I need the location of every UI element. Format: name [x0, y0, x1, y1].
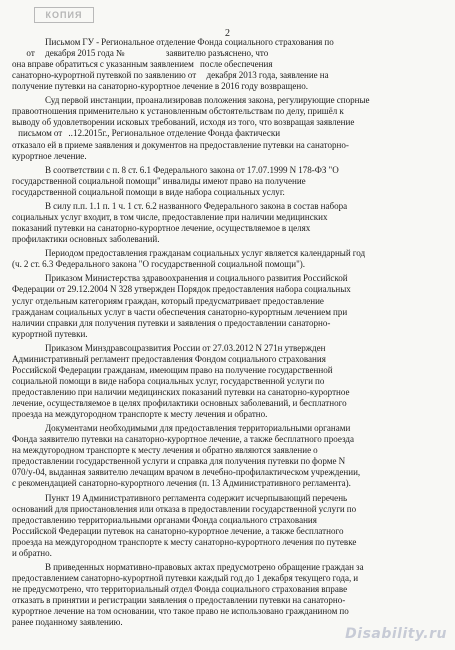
text-line: санаторно-курортной путевкой по заявлению от декабря 2013 года, заявление на — [12, 70, 329, 81]
text-line: предоставлению при наличии медицинских показаний путевки на санаторно-курортное — [12, 386, 350, 397]
text-line: оснований для приостановления или отказа в предоставлении государственной услуги по — [12, 503, 357, 514]
paragraph — [12, 562, 442, 628]
text-line: не предусмотрено, что территориальный отдел Фонда социального страхования вправе — [12, 584, 348, 595]
text-line: Приказом Министерства здравоохранения и социального развития Российской — [45, 273, 348, 284]
text-line: лечение, осуществляемое в целях профилактики основных заболеваний, и бесплатного — [12, 398, 347, 409]
document-body — [12, 37, 442, 631]
text-line: она вправе обратиться с указанным заявлением после обеспечения — [12, 59, 273, 70]
paragraph — [12, 493, 442, 559]
text-line: предоставлению территориальными органами Фонда социального страхования — [12, 514, 317, 525]
text-line: с рекомендацией санаторно-курортного лечения (п. 13 Административного регламента). — [12, 478, 351, 489]
text-line: показаний путевки на санаторно-курортное лечение, осуществляемое в целях — [12, 223, 311, 234]
text-line: Фонда заявителю путевки на санаторно-курортное лечение, а также бесплатного проезда — [12, 434, 355, 445]
text-line: предоставлении государственной услуги и справка для получения путевки по форме N — [12, 456, 346, 467]
text-line: профилактики основных заболеваний. — [12, 234, 160, 245]
text-line: курортное лечение. — [12, 150, 87, 161]
text-line: Периодом предоставления гражданам социальных услуг является календарный год — [45, 248, 366, 259]
text-line: проезда на междугородном транспорте к месту лечения и обратно. — [12, 409, 268, 420]
text-line: на междугородном транспорте к месту лечения и обратно являются заявление о — [12, 445, 318, 456]
paragraph — [12, 343, 442, 420]
paragraph — [12, 423, 442, 489]
text-line: В приведенных нормативно-правовых актах предусмотрено обращение граждан за — [45, 561, 364, 572]
text-line: отказать в принятии и регистрации заявления о предоставлении путевки на санаторно- — [12, 595, 346, 606]
page-number: 2 — [225, 28, 230, 39]
copy-stamp: КОПИЯ — [34, 7, 94, 23]
paragraph — [12, 165, 442, 198]
text-line: (ч. 2 ст. 6.3 Федерального закона "О государственной социальной помощи"). — [12, 259, 306, 270]
text-line: Письмом ГУ - Региональное отделение Фонда социального страхования по — [45, 37, 334, 47]
text-line: гражданам социальных услуг в части обеспечения санаторно-курортным лечением при — [12, 306, 348, 317]
text-line: государственной социальной помощи" инвалиды имеют право на получение — [12, 175, 306, 186]
text-line: письмом от ..12.2015г., Региональное отделение Фонда фактически — [12, 128, 281, 139]
text-line: наличии справки для получения путевки и заявления о предоставлении санаторно- — [12, 317, 331, 328]
text-line: отказало ей в приеме заявления и документов на предоставление путевки на санаторно- — [12, 139, 349, 150]
text-line: В соответствии с п. 8 ст. 6.1 Федерального закона от 17.07.1999 N 178-ФЗ "О — [45, 164, 339, 175]
text-line: выводу об удовлетворении исковых требований, исходя из того, что возвращая заявление — [12, 117, 355, 128]
paragraph — [12, 201, 442, 245]
text-line: Документами необходимыми для предоставления территориальными органами — [45, 423, 351, 434]
paragraph — [12, 248, 442, 270]
text-line: проезда на междугородном транспорте к месту санаторно-курортного лечения по путевке — [12, 536, 357, 547]
text-line: ранее поданному заявлению. — [12, 617, 123, 628]
text-line: предоставлением санаторно-курортной путевки каждый год до 1 декабря текущего года, и — [12, 573, 359, 583]
paragraph — [12, 95, 442, 161]
text-line: Российской Федерации путевок на санаторно-курортное лечение, а также бесплатного — [12, 525, 344, 536]
text-line: и обратно. — [12, 547, 52, 558]
text-line: 070/у-04, выданная заявителю лечащим врачом в лечебно-профилактическом учреждении, — [12, 467, 361, 478]
text-line: правоотношения применительно к установленным обстоятельствам по делу, пришёл к — [12, 106, 344, 117]
text-line: государственной социальной помощи в виде набора социальных услуг. — [12, 186, 285, 197]
text-line: социальной помощи в виде набора социальных услуг, государственной услуги по — [12, 375, 325, 386]
paragraph — [12, 37, 442, 92]
paragraph — [12, 273, 442, 339]
text-line: В силу п.п. 1.1 п. 1 ч. 1 ст. 6.2 названного Федерального закона в состав набора — [45, 200, 348, 211]
text-line: получение путевки на санаторно-курортное лечение в 2016 году возвращено. — [12, 81, 308, 92]
text-line: социальных услуг входит, в том числе, предоставление при наличии медицинских — [12, 211, 328, 222]
text-line: Российской Федерации гражданам, имеющим право на получение государственной — [12, 364, 333, 375]
text-line: Приказом Минздравсоцразвития России от 27.03.2012 N 271н утвержден — [45, 342, 326, 353]
text-line: Пункт 19 Административного регламента содержит исчерпывающий перечень — [45, 492, 348, 503]
text-line: Административный регламент предоставления Фондом социального страхования — [12, 353, 326, 364]
text-line: Федерации от 29.12.2004 N 328 утвержден Порядок предоставления набора социальных — [12, 284, 351, 295]
text-line: услуг отдельным категориям граждан, который предусматривает предоставление — [12, 295, 324, 306]
text-line: от декабря 2015 года № заявителю разъяснено, что — [12, 48, 269, 59]
watermark: Disability.ru — [345, 626, 447, 642]
text-line: Суд первой инстанции, проанализировав положения закона, регулирующие спорные — [45, 95, 370, 106]
text-line: курортное лечение на том основании, что такое право не использовано гражданином по — [12, 606, 349, 617]
text-line: курортной путевки. — [12, 328, 88, 339]
